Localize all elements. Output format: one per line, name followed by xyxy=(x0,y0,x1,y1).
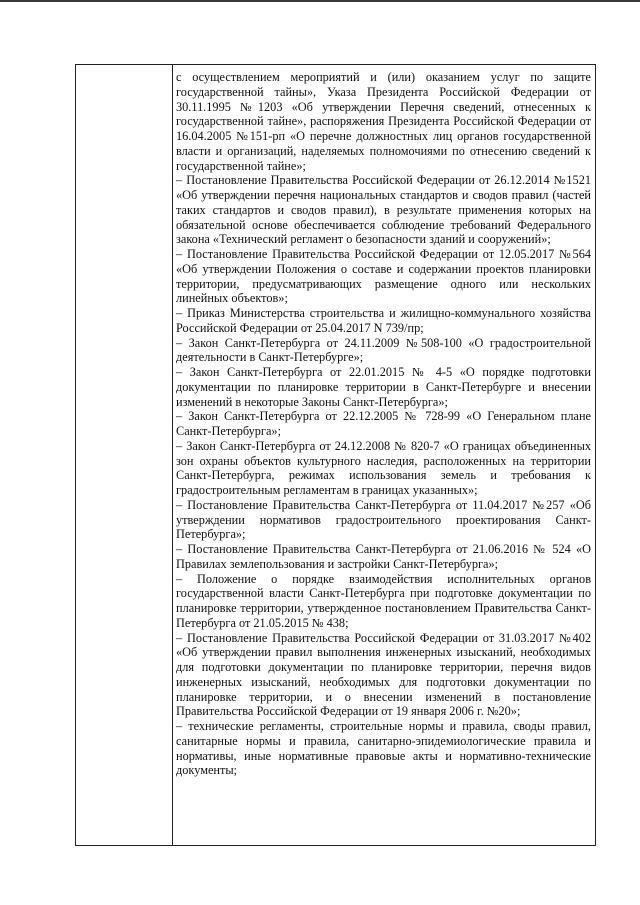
paragraph-item: – Положение о порядке взаимодействия исполнительных органов государственной власти Санкт-Петербурга при подготовке документации по планировке территории, утвержденное постановлением Правительства Санкт-Петербурга от 21.05.2015 № 438; xyxy=(176,571,591,630)
paragraph-item: – Закон Санкт-Петербурга от 24.12.2008 № 820-7 «О границах объединенных зон охраны объектов культурного наследия, расположенных на территории Санкт-Петербурга, режимах использования земель и требования к градостроительным регламентам в границах указанных»; xyxy=(176,438,591,497)
table-left-column xyxy=(76,65,173,845)
top-rule xyxy=(0,0,640,2)
paragraph-item: – Постановление Правительства Санкт-Петербурга от 11.04.2017 №257 «Об утверждении нормативов градостроительного проектирования Санкт-Петербурга»; xyxy=(176,497,591,542)
document-table xyxy=(75,64,596,846)
paragraph-item: – Закон Санкт-Петербурга от 22.12.2005 № 728-99 «О Генеральном плане Санкт-Петербурга»; xyxy=(176,409,591,438)
paragraph-item: – Постановление Правительства Российской Федерации от 26.12.2014 №1521 «Об утверждении перечня национальных стандартов и сводов правил (частей таких стандартов и сводов правил), в результате применения которых на обязательной основе обеспечивается соблюдение требований Федерального закона «Технический регламент о безопасности зданий и сооружений»; xyxy=(176,173,591,247)
paragraph-intro: с осуществлением мероприятий и (или) оказанием услуг по защите государственной тайны», Указа Президента Российской Федерации от 30.11.1995 №1203 «Об утверждении Перечня сведений, отнесенных к государственной тайне», распоряжения Президента Российской Федерации от 16.04.2005 №151-рп «О перечне должностных лиц органов государственной власти и организаций, наделяемых полномочиями по отнесению сведений к государственной тайне»; xyxy=(176,70,591,173)
paragraph-item: – Приказ Министерства строительства и жилищно-коммунального хозяйства Российской Федерации от 25.04.2017 N 739/пр; xyxy=(176,306,591,335)
paragraph-item: – Постановление Правительства Российской Федерации от 31.03.2017 №402 «Об утверждении правил выполнения инженерных изысканий, необходимых для подготовки документации по планировке территории, перечня видов инженерных изысканий, необходимых для подготовки документации по планировке территории, и о внесении изменений в постановление Правительства Российской Федерации от 19 января 2006 г. №20»; xyxy=(176,630,591,719)
paragraph-item: – Постановление Правительства Российской Федерации от 12.05.2017 №564 «Об утверждении Положения о составе и содержании проектов планировки территории, предусматривающих размещение одного или нескольких линейных объектов»; xyxy=(176,247,591,306)
table-right-column xyxy=(173,65,595,845)
paragraph-item: – технические регламенты, строительные нормы и правила, своды правил, санитарные нормы и правила, санитарно-эпидемиологические правила и нормативы, иные нормативные правовые акты и нормативно-технические документы; xyxy=(176,719,591,778)
paragraph-item: – Постановление Правительства Санкт-Петербурга от 21.06.2016 № 524 «О Правилах землепользования и застройки Санкт-Петербурга»; xyxy=(176,542,591,571)
paragraph-item: – Закон Санкт-Петербурга от 24.11.2009 №508-100 «О градостроительной деятельности в Санкт-Петербурге»; xyxy=(176,335,591,365)
paragraph-item: – Закон Санкт-Петербурга от 22.01.2015 № 4-5 «О порядке подготовки документации по планировке территории в Санкт-Петербурге и внесении изменений в некоторые Законы Санкт-Петербурга»; xyxy=(176,365,591,409)
